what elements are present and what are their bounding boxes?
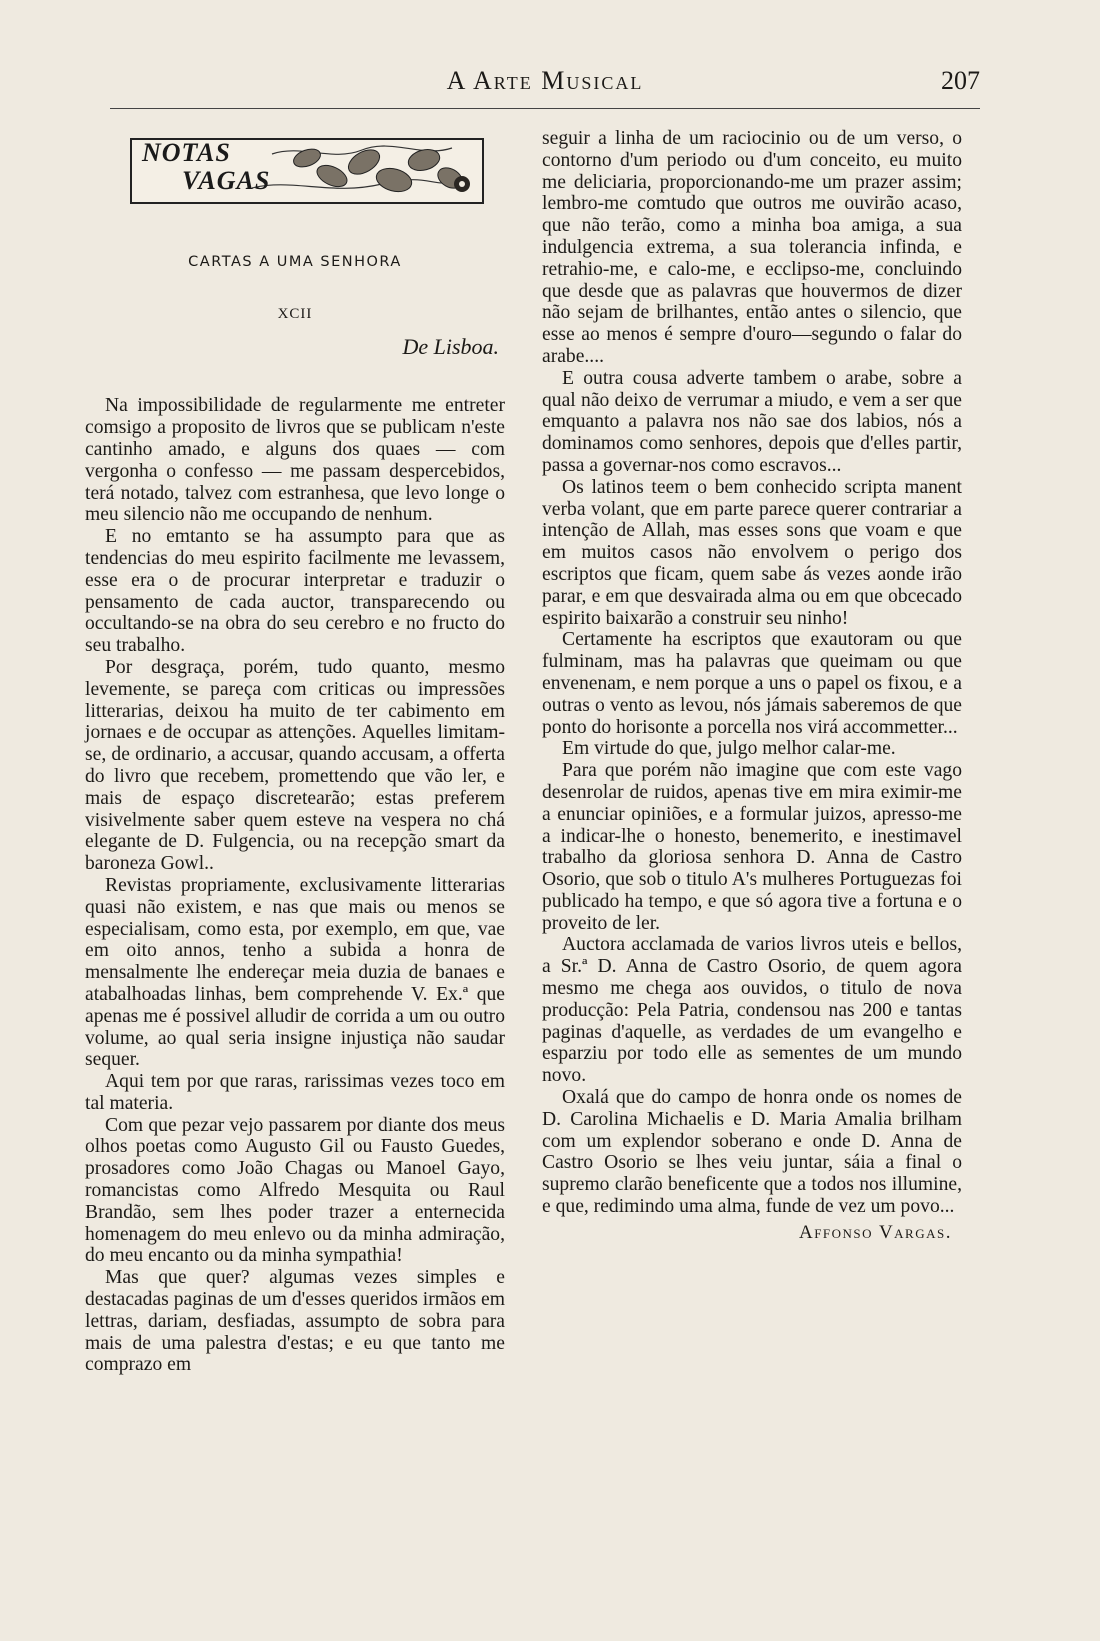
paragraph: Por desgraça, porém, tudo quanto, mesmo levemente, se pareça com criticas ou impressões litterarias, deixou ha muito de ter cabimento em jornaes e de occupar as attenções. Aquelles limitam-se, de ordinario, a accusar, quando accusam, a offerta do livro que recebem, promettendo que vão ler, e mais de espaço discretearão; estas preferem visivelmente saber quem esteve na vespera no chá elegante de D. Fulgencia, ou na recepção smart da baroneza Gowl.. [85,656,505,875]
page-header [110,66,980,100]
banner-line-2: VAGAS [182,166,271,195]
paragraph: Certamente ha escriptos que exautoram ou que fulminam, mas ha palavras que queimam ou que envenenam, e nem porque a uns o papel os fixou, e a outras o vento as levou, nós jámais saberemos de que ponto do horisonte a porcella nos virá accommetter... [542,629,962,738]
left-column [85,128,505,1376]
paragraph: seguir a linha de um raciocinio ou de um verso, o contorno d'um periodo ou d'um conceito, eu muito me deliciaria, proporcionando-me um prazer assim; lembro-me comtudo que outros me ouvirão acaso, que não terão, como a minha boa amiga, a sua indulgencia extrema, a sua tolerancia infinda, e retrahio-me, e calo-me, e ecclipso-me, concluindo que desde que as palavras que houvermos de dizer não sejam de brilhantes, então antes o silencio, que esse ao menos é sempre d'ouro—segundo o falar do arabe.... [542,128,962,367]
section-banner [130,138,484,204]
paragraph: Mas que quer? algumas vezes simples e destacadas paginas de um d'esses queridos irmãos em lettras, dariam, desfiadas, assumpto de sobra para mais de uma palestra d'estas; e eu que tanto me comprazo em [85,1267,505,1376]
paragraph: Auctora acclamada de varios livros uteis e bellos, a Sr.ª D. Anna de Castro Osorio, de quem agora mesmo me chega aos ouvidos, o titulo de nova producção: Pela Patria, condensou nas 200 e tantas paginas d'aquelle, as verdades de um evangelho e esparziu por todo elle as sementes de um mundo novo. [542,934,962,1087]
paragraph: E outra cousa adverte tambem o arabe, sobre a qual não deixo de verrumar a miudo, e vem a ser que emquanto a palavra nos não sae dos labios, nós a dominamos como senhores, depois que d'elles partir, passa a governar-nos como escravos... [542,367,962,476]
dateline: De Lisboa. [402,333,499,359]
paragraph: E no emtanto se ha assumpto para que as tendencias do meu espirito facilmente me levassem, esse era o de procurar interpretar e traduzir o pensamento de cada auctor, transparecendo ou occultando-se na obra do seu cerebro e no fructo do seu trabalho. [85,526,505,657]
paragraph: Oxalá que do campo de honra onde os nomes de D. Carolina Michaelis e D. Maria Amalia brilham com um explendor soberano e onde D. Anna de Castro Osorio se lhes veiu juntar, sáia a final o supremo clarão beneficente que a todos nos illumine, e que, redimindo uma alma, funde de vez um povo... [542,1087,962,1218]
letter-number: XCII [277,305,313,322]
left-body [85,395,505,1376]
paragraph: Os latinos teem o bem conhecido scripta manent verba volant, que em parte parece querer contrariar a intenção de Allah, mas esses sons que voam e que em muitos casos não envolvem o perigo dos escriptos que ficam, quem sabe ás vezes aonde irão parar, e em que desvairada alma ou em que obcecado espirito baixarão a construir seu ninho! [542,476,962,629]
banner-line-1: NOTAS [142,138,231,167]
article-title: CARTAS A UMA SENHORA [188,254,402,270]
signature: Affonso Vargas. [798,1221,952,1243]
right-column [542,128,962,1244]
paragraph: Revistas propriamente, exclusivamente litterarias quasi não existem, e nas que mais ou menos se especialisam, como esta, por exemplo, em que, vae em oito annos, tenho a subida a honra de mensalmente lhe endereçar meia duzia de banaes e atabalhoadas linhas, bem comprehende V. Ex.ª que apenas me é possivel alludir de corrida a um ou outro volume, ao qual seria insigne injustiça não saudar sequer. [85,874,505,1071]
paragraph: Aqui tem por que raras, rarissimas vezes toco em tal materia. [85,1071,505,1114]
paragraph: Para que porém não imagine que com este vago desenrolar de ruidos, apenas tive em mira eximir-me a enunciar opiniões, e a formular juizos, apresso-me a indicar-lhe o honesto, benemerito, e inestimavel trabalho da gloriosa senhora D. Anna de Castro Osorio, que sob o titulo A's mulheres Portuguezas foi publicado ha tempo, e que só agora tive a fortuna e o proveito de ler. [542,760,962,934]
paragraph: Na impossibilidade de regularmente me entreter comsigo a proposito de livros que se publicam n'este cantinho amado, e alguns dos quaes — com vergonha o confesso — me passam despercebidos, terá notado, talvez com estranhesa, que levo longe o meu silencio não me occupando de nenhum. [85,395,505,526]
paragraph: Em virtude do que, julgo melhor calar-me. [562,738,896,760]
paragraph: Com que pezar vejo passarem por diante dos meus olhos poetas como Augusto Gil ou Fausto Guedes, prosadores como João Chagas ou Manoel Gayo, romancistas como Alfredo Mesquita ou Raul Brandão, sem lhes poder trazer a enternecida homenagem do meu enlevo ou da minha admiração, do meu encanto ou da minha sympathia! [85,1114,505,1267]
header-rule [110,108,980,109]
page-number: 207 [941,66,980,95]
running-title: A Arte Musical [446,66,644,95]
